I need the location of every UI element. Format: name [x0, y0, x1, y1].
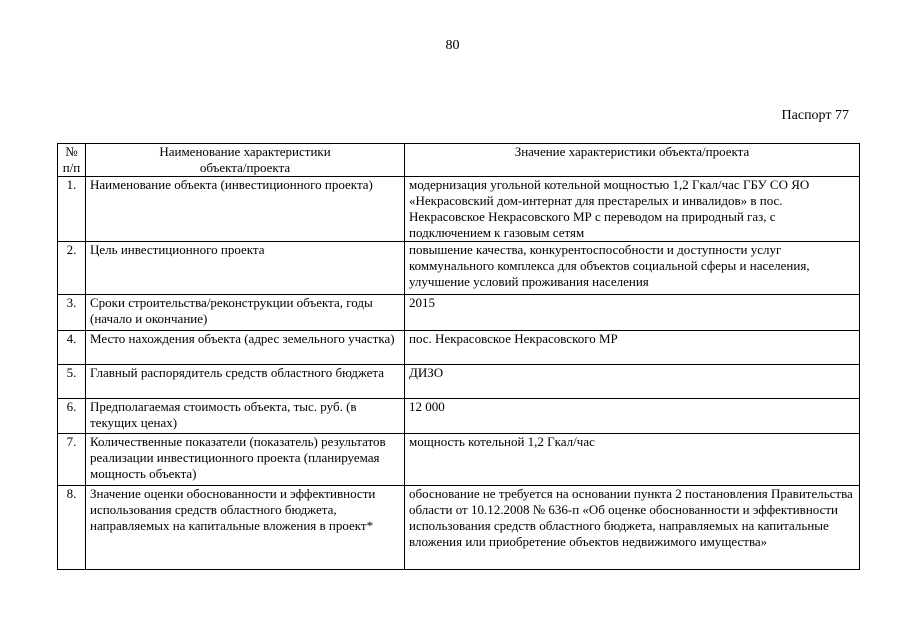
- header-characteristic-name: Наименование характеристики объекта/проекта: [86, 144, 405, 177]
- row-number: 7.: [58, 434, 86, 486]
- row-name: Предполагаемая стоимость объекта, тыс. руб. (в текущих ценах): [86, 399, 405, 434]
- table-row: [58, 434, 860, 486]
- row-number: 8.: [58, 486, 86, 570]
- table-header-row: [58, 144, 860, 177]
- row-value: ДИЗО: [405, 365, 860, 399]
- table-row: [58, 242, 860, 295]
- table-row: [58, 331, 860, 365]
- row-value: пос. Некрасовское Некрасовского МР: [405, 331, 860, 365]
- header-characteristic-value: Значение характеристики объекта/проекта: [405, 144, 860, 177]
- page-number: 80: [445, 38, 460, 53]
- row-value: модернизация угольной котельной мощностью 1,2 Гкал/час ГБУ СО ЯО «Некрасовский дом-интернат для престарелых и инвалидов» в пос. Некрасовское Некрасовского МР с переводом на природный газ, с подключением к газовым сетям: [405, 177, 860, 242]
- row-number: 2.: [58, 242, 86, 295]
- row-value: 12 000: [405, 399, 860, 434]
- passport-label: Паспорт 77: [781, 108, 849, 123]
- row-name: Главный распорядитель средств областного бюджета: [86, 365, 405, 399]
- row-value: повышение качества, конкурентоспособности и доступности услуг коммунального комплекса для объектов социальной сферы и населения, улучшение условий проживания населения: [405, 242, 860, 295]
- row-name: Цель инвестиционного проекта: [86, 242, 405, 295]
- row-name: Место нахождения объекта (адрес земельного участка): [86, 331, 405, 365]
- row-name: Сроки строительства/реконструкции объекта, годы (начало и окончание): [86, 295, 405, 331]
- table-row: [58, 177, 860, 242]
- row-value: 2015: [405, 295, 860, 331]
- row-number: 3.: [58, 295, 86, 331]
- table-row: [58, 399, 860, 434]
- table-row: [58, 365, 860, 399]
- row-name: Наименование объекта (инвестиционного проекта): [86, 177, 405, 242]
- row-number: 5.: [58, 365, 86, 399]
- row-number: 1.: [58, 177, 86, 242]
- row-number: 6.: [58, 399, 86, 434]
- row-name: Количественные показатели (показатель) результатов реализации инвестиционного проекта (планируемая мощность объекта): [86, 434, 405, 486]
- row-value: обоснование не требуется на основании пункта 2 постановления Правительства области от 10.12.2008 № 636-п «Об оценке обоснованности и эффективности использования средств областного бюджета, направляемых на капитальные вложения или приобретение объектов недвижимого имущества»: [405, 486, 860, 570]
- header-number: № п/п: [58, 144, 86, 177]
- passport-table: [57, 143, 860, 570]
- row-value: мощность котельной 1,2 Гкал/час: [405, 434, 860, 486]
- row-number: 4.: [58, 331, 86, 365]
- table-row: [58, 486, 860, 570]
- row-name: Значение оценки обоснованности и эффективности использования средств областного бюджета, направляемых на капитальные вложения в проект*: [86, 486, 405, 570]
- table-row: [58, 295, 860, 331]
